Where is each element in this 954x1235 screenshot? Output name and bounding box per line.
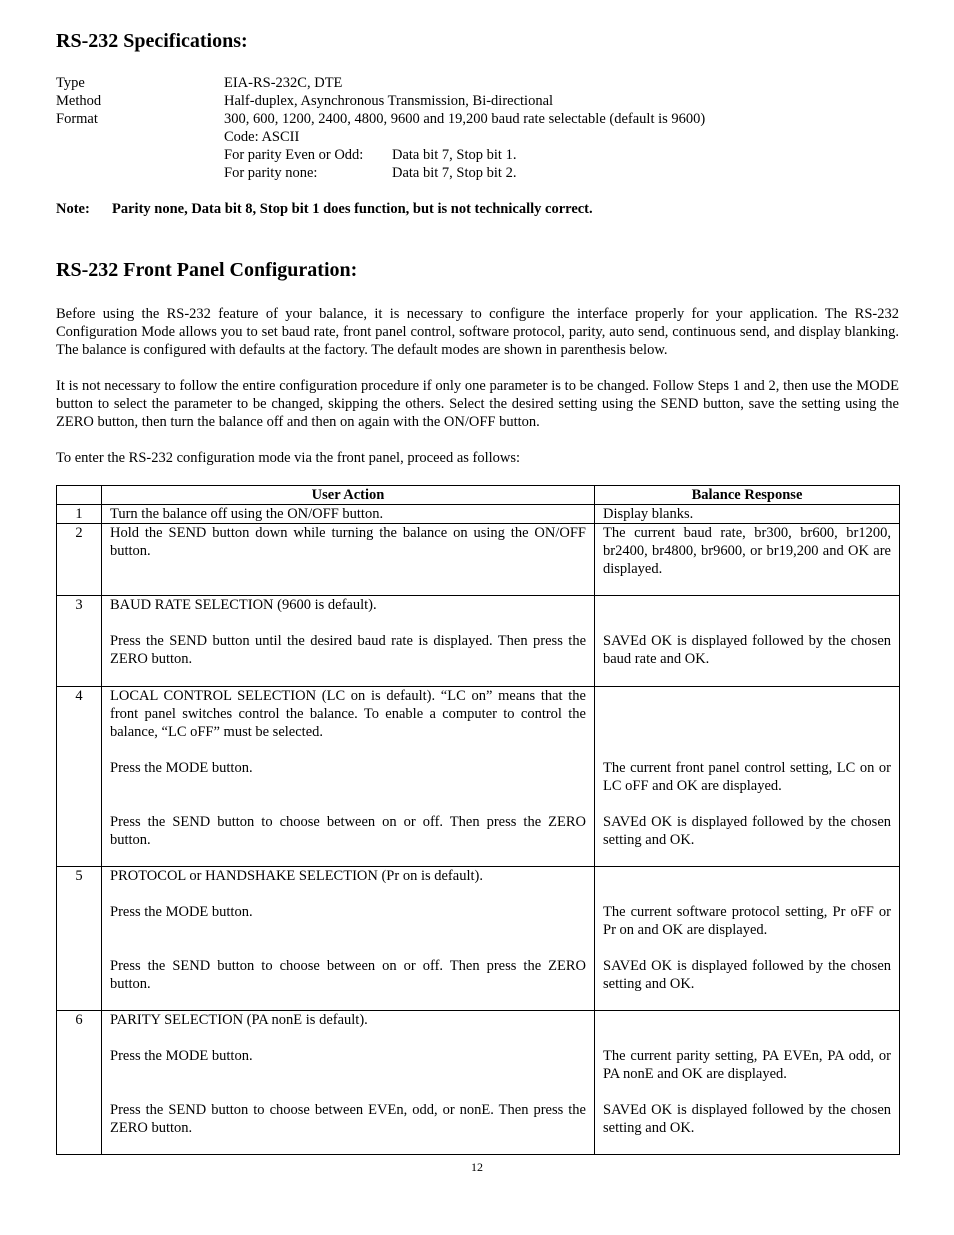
balance-response-cell bbox=[595, 524, 900, 596]
user-action-cell bbox=[102, 505, 595, 524]
parity-value: Data bit 7, Stop bit 1. bbox=[392, 147, 517, 163]
user-action-cell bbox=[102, 524, 595, 596]
action-text: Press the MODE button. bbox=[110, 760, 253, 776]
page-number: 12 bbox=[471, 1160, 483, 1174]
response-text: SAVEd OK is displayed followed by the chosen baud rate and OK. bbox=[603, 633, 891, 667]
step-number: 3 bbox=[57, 596, 102, 687]
response-text: SAVEd OK is displayed followed by the chosen setting and OK. bbox=[603, 814, 891, 848]
parity-value: Data bit 7, Stop bit 2. bbox=[392, 165, 517, 181]
header-step bbox=[57, 486, 102, 505]
response-text: The current front panel control setting, LC on or LC oFF and OK are displayed. bbox=[603, 760, 891, 794]
user-action-cell bbox=[102, 1011, 595, 1155]
user-action-cell bbox=[102, 687, 595, 867]
spec-value: Code: ASCII bbox=[224, 129, 300, 145]
step-number: 4 bbox=[57, 687, 102, 867]
table-row bbox=[57, 1011, 900, 1155]
balance-response-cell bbox=[595, 867, 900, 1011]
step-number: 1 bbox=[57, 505, 102, 524]
response-text: The current software protocol setting, Pr oFF or Pr on and OK are displayed. bbox=[603, 904, 891, 938]
response-text: The current baud rate, br300, br600, br1200, br2400, br4800, br9600, or br19,200 and OK are displayed. bbox=[603, 525, 891, 577]
action-text: PARITY SELECTION (PA nonE is default). bbox=[110, 1012, 368, 1028]
action-text: Press the SEND button to choose between on or off. Then press the ZERO button. bbox=[110, 814, 586, 848]
action-text: Press the MODE button. bbox=[110, 1048, 253, 1064]
balance-response-cell bbox=[595, 687, 900, 867]
spec-note bbox=[56, 200, 899, 218]
balance-response-cell bbox=[595, 505, 900, 524]
action-text: LOCAL CONTROL SELECTION (LC on is default). “LC on” means that the front panel switches control the balance. To enable a computer to control the balance, “LC oFF” must be selected. bbox=[110, 688, 586, 740]
action-text: Hold the SEND button down while turning the balance on using the ON/OFF button. bbox=[110, 525, 586, 559]
document-page bbox=[56, 28, 899, 1155]
header-user-action: User Action bbox=[102, 486, 595, 505]
action-text: Press the SEND button to choose between on or off. Then press the ZERO button. bbox=[110, 958, 586, 992]
table-row bbox=[57, 687, 900, 867]
step-number: 5 bbox=[57, 867, 102, 1011]
step-number: 2 bbox=[57, 524, 102, 596]
table-row bbox=[57, 505, 900, 524]
response-text: The current parity setting, PA EVEn, PA odd, or PA nonE and OK are displayed. bbox=[603, 1048, 891, 1082]
table-header-row bbox=[57, 486, 900, 505]
action-text: BAUD RATE SELECTION (9600 is default). bbox=[110, 597, 377, 613]
spec-label: Method bbox=[56, 93, 102, 109]
action-text: Press the MODE button. bbox=[110, 904, 253, 920]
parity-row-none bbox=[56, 164, 899, 182]
balance-response-cell bbox=[595, 1011, 900, 1155]
action-text: PROTOCOL or HANDSHAKE SELECTION (Pr on is default). bbox=[110, 868, 483, 884]
spec-row-format bbox=[56, 110, 899, 128]
spec-list bbox=[56, 74, 899, 182]
note-label: Note: bbox=[56, 201, 90, 217]
spec-value: 300, 600, 1200, 2400, 4800, 9600 and 19,200 baud rate selectable (default is 9600) bbox=[224, 111, 706, 127]
config-title: RS-232 Front Panel Configuration: bbox=[56, 259, 358, 281]
response-text: SAVEd OK is displayed followed by the chosen setting and OK. bbox=[603, 1102, 891, 1136]
note-text: Parity none, Data bit 8, Stop bit 1 does function, but is not technically correct. bbox=[112, 201, 593, 217]
step-number: 6 bbox=[57, 1011, 102, 1155]
parity-label: For parity Even or Odd: bbox=[224, 147, 364, 163]
header-balance-response: Balance Response bbox=[595, 486, 900, 505]
spec-value: EIA-RS-232C, DTE bbox=[224, 75, 343, 91]
spec-value: Half-duplex, Asynchronous Transmission, Bi-directional bbox=[224, 93, 554, 109]
spec-row-code bbox=[56, 128, 899, 146]
action-text: Press the SEND button to choose between EVEn, odd, or nonE. Then press the ZERO button. bbox=[110, 1102, 586, 1136]
config-paragraph-3: To enter the RS-232 configuration mode via the front panel, proceed as follows: bbox=[56, 450, 521, 466]
spec-label: Type bbox=[56, 75, 85, 91]
parity-row-even-odd bbox=[56, 146, 899, 164]
config-paragraph-1: Before using the RS-232 feature of your balance, it is necessary to configure the interface properly for your application. The RS-232 Configuration Mode allows you to set baud rate, front panel control, software protocol, parity, auto send, continuous send, and display blanking. The balance is configured with defaults at the factory. The default modes are shown in parenthesis below. bbox=[56, 306, 899, 358]
parity-label: For parity none: bbox=[224, 165, 318, 181]
table-row bbox=[57, 596, 900, 687]
spec-label: Format bbox=[56, 111, 98, 127]
action-text: Press the SEND button until the desired baud rate is displayed. Then press the ZERO button. bbox=[110, 633, 586, 667]
spec-row-type bbox=[56, 74, 899, 92]
spec-label bbox=[56, 128, 224, 146]
user-action-cell bbox=[102, 867, 595, 1011]
config-section bbox=[56, 257, 899, 1155]
config-steps-table bbox=[56, 485, 900, 1155]
config-paragraph-2: It is not necessary to follow the entire configuration procedure if only one parameter is to be changed. Follow Steps 1 and 2, then use the MODE button to select the parameter to be changed, skipping the others. Select the desired setting using the SEND button, save the setting using the ZERO button, then turn the balance off and then on again with the ON/OFF button. bbox=[56, 378, 899, 430]
response-text: SAVEd OK is displayed followed by the chosen setting and OK. bbox=[603, 958, 891, 992]
action-text: Turn the balance off using the ON/OFF button. bbox=[110, 506, 384, 522]
balance-response-cell bbox=[595, 596, 900, 687]
spec-row-method bbox=[56, 92, 899, 110]
table-row bbox=[57, 867, 900, 1011]
response-text: Display blanks. bbox=[603, 506, 694, 522]
user-action-cell bbox=[102, 596, 595, 687]
table-row bbox=[57, 524, 900, 596]
spec-title: RS-232 Specifications: bbox=[56, 30, 248, 52]
